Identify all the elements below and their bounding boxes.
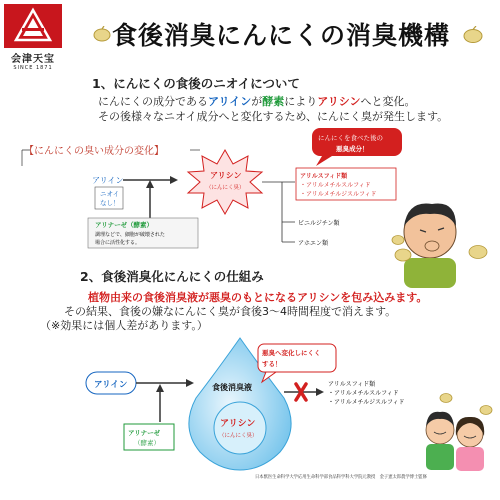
section2-line2: その結果、食後の嫌なにんにく臭が食後3～4時間程度で消えます。 [64, 305, 397, 318]
footer-credit: 日本獣医生命科学大学応用生命科学部食品科学科大学院元教授 金子憲太郎農学博士監修 [255, 475, 427, 480]
couple-icon [426, 412, 484, 471]
garlic-icon [480, 406, 492, 415]
section1-line2: その後様々なニオイ成分へと変化するため、にんにく臭が発生します。 [98, 110, 449, 123]
d1-products-1: ・アリルメチルスルフィド [300, 182, 371, 189]
d2-blocked-title: アリルスフィド類 [328, 381, 376, 388]
d2-callout-1: 悪臭へ変化しにくく [262, 349, 321, 357]
text-span: へと変化。 [360, 95, 416, 108]
d1-no-smell-2: なし！ [100, 199, 120, 207]
d2-enzyme-2: （酵素） [134, 439, 160, 447]
d2-blocked-2: ・アリルメチルジスルフィド [328, 399, 405, 406]
d2-allicin: アリシン [220, 419, 256, 429]
d2-alliin: アリイン [94, 380, 128, 390]
d2-callout-2: する！ [262, 360, 282, 368]
page-title: 食後消臭にんにくの消臭機構 [112, 21, 451, 50]
d1-no-smell-1: ニオイ [100, 190, 120, 198]
allicin-term: アリシン [317, 95, 361, 108]
d1-enzyme-note1: 調理などで、細胞が破壊された [95, 232, 165, 238]
enzyme-term: 酵素 [262, 95, 285, 108]
text-span: が [251, 95, 263, 108]
text-span: により [284, 95, 318, 108]
section2-heading: 2、食後消臭化にんにくの仕組み [80, 269, 264, 284]
d1-callout-1: にんにくを食べた後の [318, 134, 383, 142]
d1-vinyl: ビニルジチン類 [298, 220, 340, 227]
d1-ajoene: アホエン類 [298, 240, 329, 247]
section2-line3: （※効果には個人差があります。） [40, 319, 208, 332]
alliin-term: アリイン [208, 95, 252, 108]
garlic-icon [440, 394, 452, 403]
brand-name: 会津天宝 [11, 54, 55, 65]
diagram1-label: 【にんにくの臭い成分の変化】 [24, 146, 164, 157]
d2-blocked-1: ・アリルメチルスルフィド [328, 390, 399, 397]
d1-alliin: アリイン [92, 176, 124, 185]
section2-line1: 植物由来の食後消臭液が悪臭のもとになるアリシンを包み込みます。 [88, 291, 428, 304]
text-span: にんにくの成分である [98, 95, 208, 108]
d2-liquid: 食後消臭液 [212, 383, 252, 392]
d2-allicin-sub: （にんにく臭） [219, 433, 258, 439]
d2-enzyme-1: アリナーゼ [128, 429, 160, 437]
brand-since: SINCE 1871 [13, 65, 53, 71]
d1-allicin: アリシン [210, 171, 242, 180]
d1-allicin-sub: （にんにく臭） [206, 185, 245, 191]
d1-products-2: ・アリルメチルジスルフィド [300, 191, 377, 198]
d1-enzyme: アリナーゼ（酵素） [95, 221, 153, 229]
d1-callout-2: 悪臭成分！ [336, 145, 369, 153]
d1-enzyme-note2: 場合に活性化する。 [95, 240, 141, 246]
d1-products-title: アリルスフィド類 [300, 173, 348, 180]
section1-heading: 1、にんにくの食後のニオイについて [92, 76, 300, 91]
